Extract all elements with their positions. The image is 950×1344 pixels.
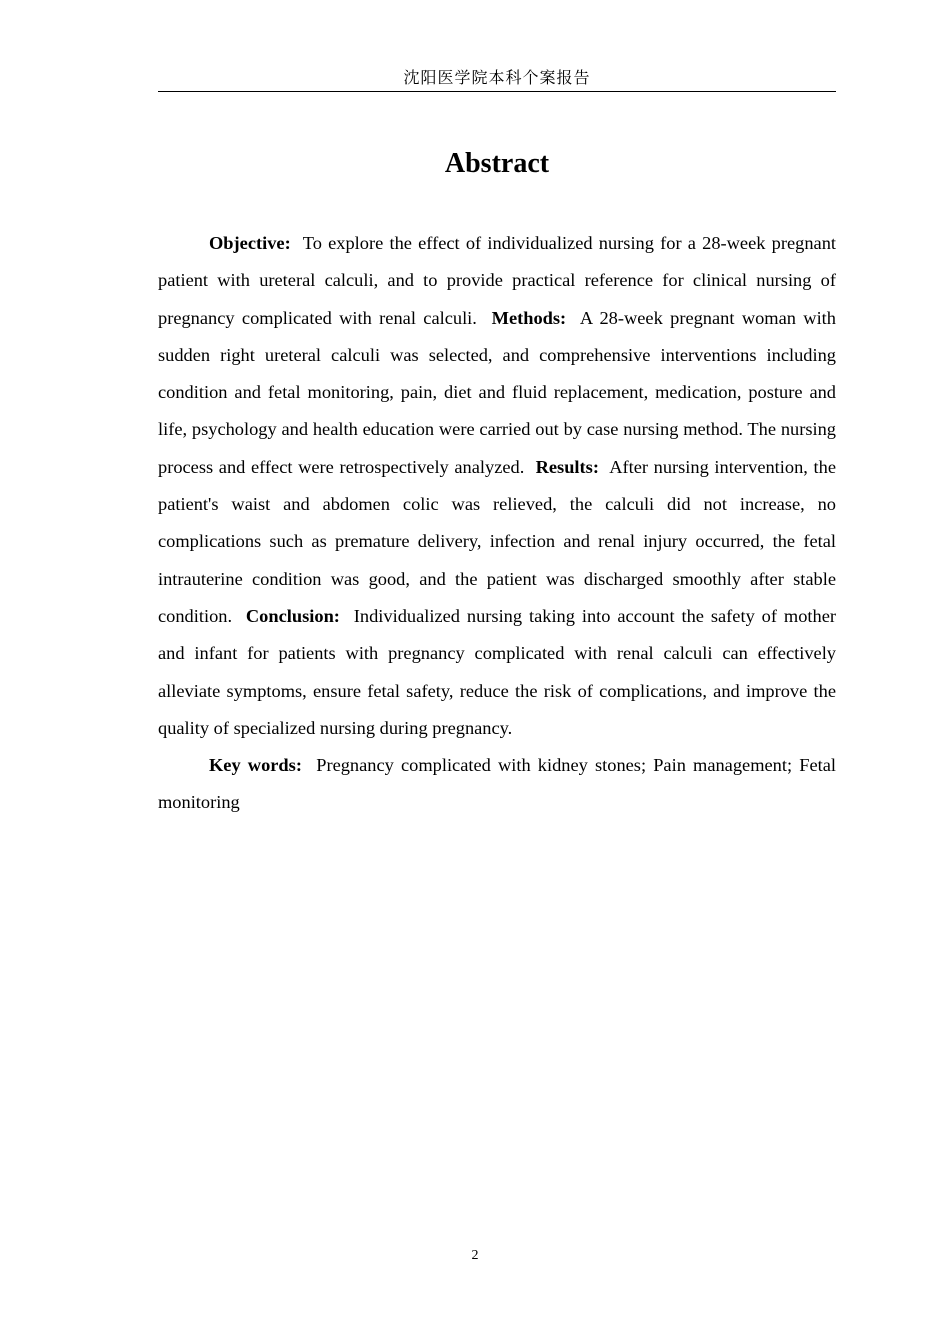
keywords-label: Key words: — [209, 755, 302, 776]
keywords-paragraph — [158, 747, 836, 822]
methods-text: A 28-week pregnant woman with sudden right ureteral calculi was selected, and comprehensive interventions including condition and fetal monitoring, pain, diet and fluid replacement, medication, posture and life, psychology and health education were carried out by case nursing method. The nursing process and effect were retrospectively analyzed. — [158, 307, 836, 477]
abstract-paragraph — [158, 225, 836, 747]
conclusion-label: Conclusion: — [245, 605, 340, 626]
results-text: After nursing intervention, the patient's waist and abdomen colic was relieved, the calculi did not increase, no complications such as premature delivery, infection and renal injury occurred, the fetal intrauterine condition was good, and the patient was discharged smoothly after stable condition. — [158, 456, 836, 626]
methods-label: Methods: — [491, 307, 567, 328]
conclusion-text: Individualized nursing taking into account the safety of mother and infant for patients with pregnancy complicated with renal calculi can effectively alleviate symptoms, ensure fetal safety, reduce the risk of complications, and improve the quality of specialized nursing during pregnancy. — [158, 605, 836, 738]
objective-label: Objective: — [209, 233, 291, 253]
results-label: Results: — [535, 456, 599, 477]
running-header-title: 沈阳医学院本科个案报告 — [403, 68, 591, 87]
objective-text: To explore the effect of individualized nursing for a 28-week pregnant patient with ureteral calculi, and to provide practical reference for clinical nursing of pregnancy complicated with renal calculi. — [158, 233, 836, 328]
keywords-text: Pregnancy complicated with kidney stones; Pain management; Fetal monitoring — [158, 755, 836, 813]
page-title: Abstract — [444, 148, 550, 179]
page-number: 2 — [471, 1248, 479, 1263]
abstract-body — [158, 225, 836, 822]
running-header — [158, 66, 836, 92]
